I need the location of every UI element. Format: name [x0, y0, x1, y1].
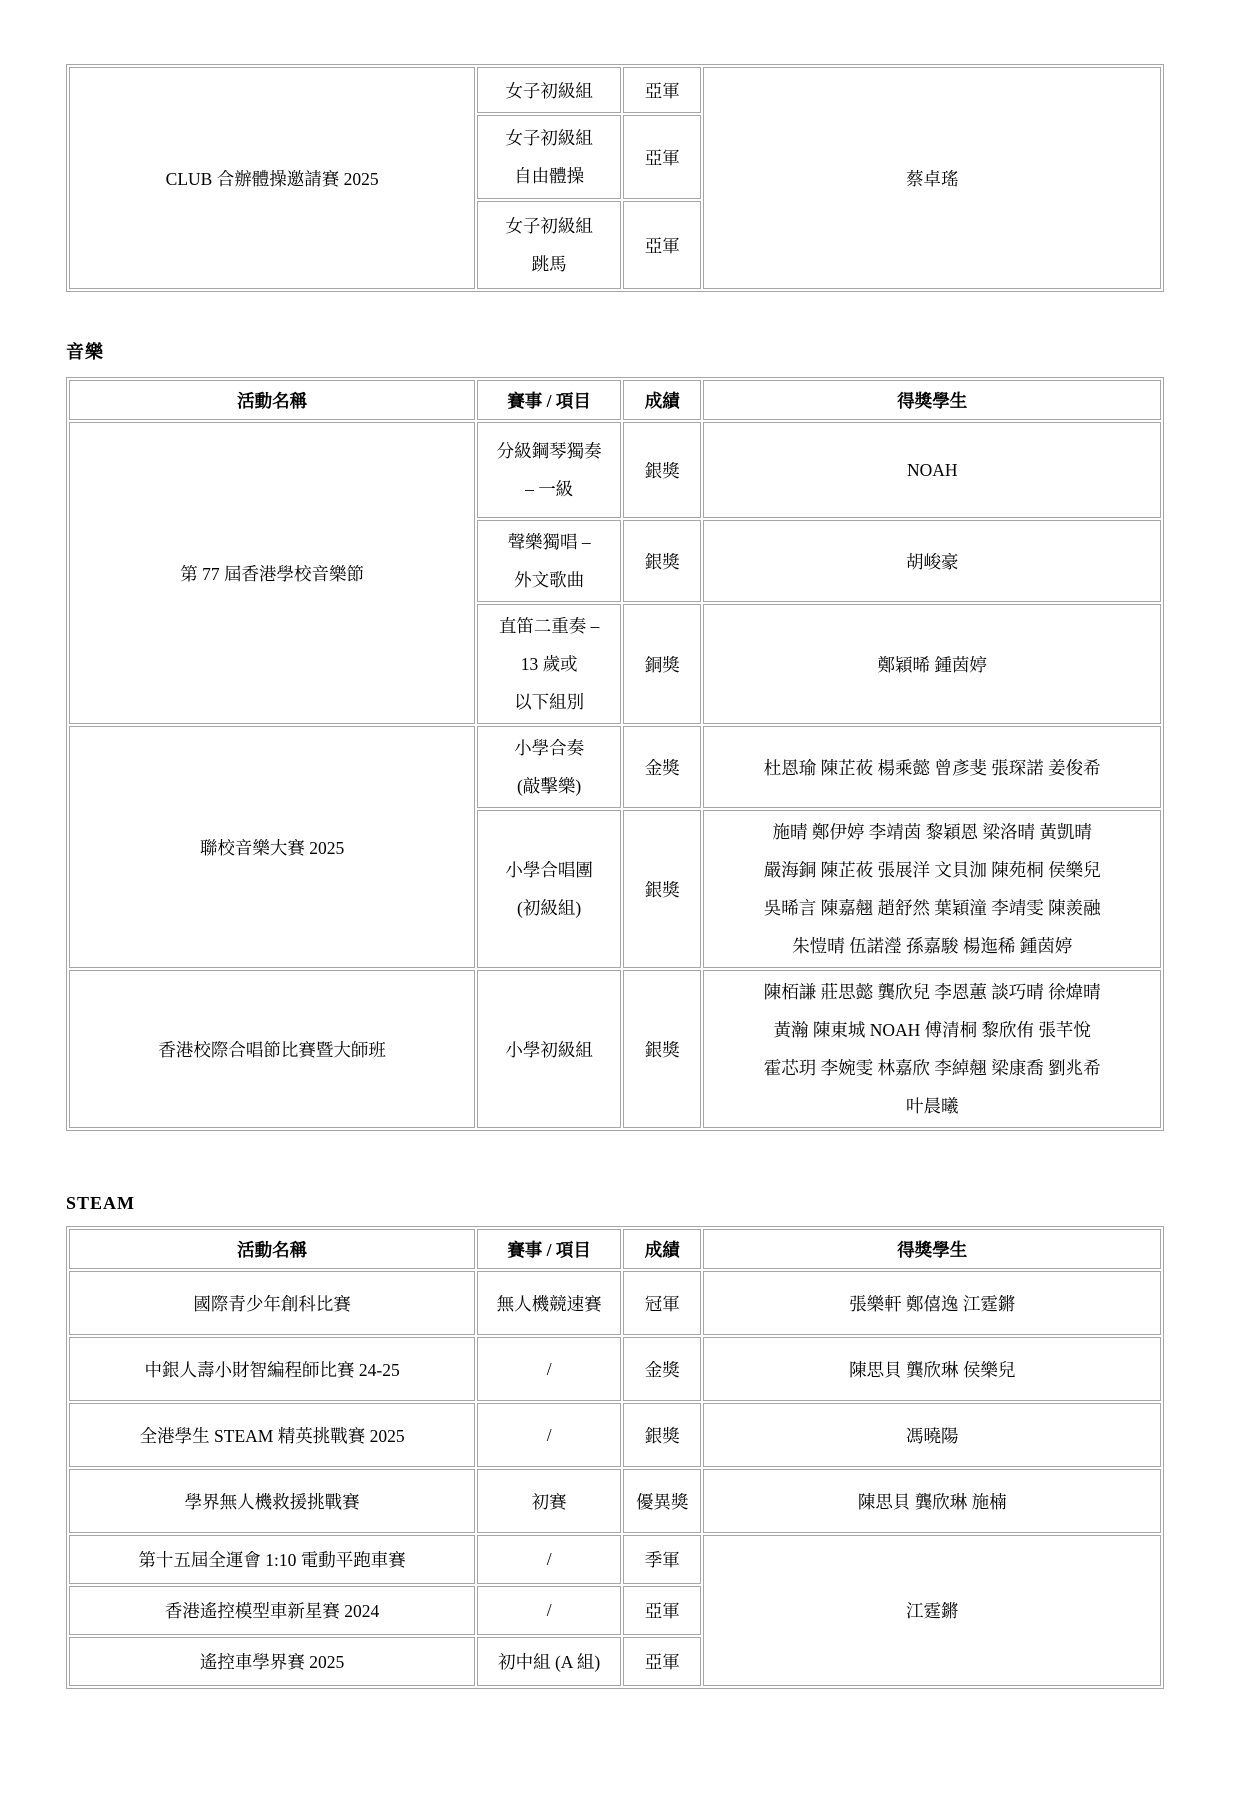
table-row [69, 1535, 1161, 1584]
result-cell: 季軍 [623, 1535, 701, 1584]
table-row [69, 726, 1161, 808]
event-cell: / [477, 1586, 621, 1635]
students-line: 嚴海銅 陳芷莜 張展洋 文貝泇 陳苑桐 侯樂兒 [763, 860, 1101, 880]
event-line: (敲擊樂) [517, 776, 582, 796]
students-cell: 陳思貝 龔欣琳 施楠 [703, 1469, 1161, 1533]
event-line: 小學合唱團 [505, 860, 593, 880]
event-cell [477, 726, 621, 808]
result-cell: 亞軍 [623, 67, 701, 113]
header-students: 得獎學生 [703, 380, 1161, 420]
event-cell: / [477, 1535, 621, 1584]
activity-cell: CLUB 合辦體操邀請賽 2025 [69, 67, 475, 289]
section-heading-steam: STEAM [66, 1193, 136, 1213]
students-cell: 蔡卓瑤 [703, 67, 1161, 289]
header-event: 賽事 / 項目 [477, 380, 621, 420]
header-activity: 活動名稱 [69, 1229, 475, 1269]
result-cell: 亞軍 [623, 201, 701, 289]
event-cell: 女子初級組 [477, 67, 621, 113]
students-line: 黃瀚 陳東城 NOAH 傅清桐 黎欣侑 張芊悅 [773, 1020, 1091, 1040]
activity-cell: 遙控車學界賽 2025 [69, 1637, 475, 1686]
event-cell [477, 201, 621, 289]
table-row [69, 422, 1161, 518]
event-cell [477, 115, 621, 199]
students-cell: 江霆鏘 [703, 1535, 1161, 1686]
event-line: 跳馬 [531, 254, 567, 274]
result-cell: 亞軍 [623, 1637, 701, 1686]
students-cell: 張樂軒 鄭僖逸 江霆鏘 [703, 1271, 1161, 1335]
event-line: 直笛二重奏 – [498, 616, 600, 636]
section-heading-music: 音樂 [66, 342, 104, 362]
event-line: 小學合奏 [514, 738, 585, 758]
event-cell [477, 810, 621, 968]
students-cell: 鄭穎晞 鍾茵婷 [703, 604, 1161, 724]
activity-cell: 香港校際合唱節比賽暨大師班 [69, 970, 475, 1128]
students-line: 施晴 鄭伊婷 李靖茵 黎穎恩 梁洛晴 黃凱晴 [772, 822, 1092, 842]
table-row [69, 970, 1161, 1128]
result-cell: 銀獎 [623, 1403, 701, 1467]
header-result: 成績 [623, 1229, 701, 1269]
table-row [69, 1403, 1161, 1467]
event-line: 自由體操 [514, 166, 585, 186]
event-line: 聲樂獨唱 – [507, 532, 591, 552]
activity-cell: 聯校音樂大賽 2025 [69, 726, 475, 968]
result-cell: 銅獎 [623, 604, 701, 724]
table-row [69, 67, 1161, 113]
activity-cell: 第十五屆全運會 1:10 電動平跑車賽 [69, 1535, 475, 1584]
music-results-table [66, 377, 1164, 1131]
students-line: 霍芯玥 李婉雯 林嘉欣 李綽翹 梁康喬 劉兆希 [763, 1058, 1101, 1078]
result-cell: 銀獎 [623, 970, 701, 1128]
header-students: 得獎學生 [703, 1229, 1161, 1269]
table-header-row [69, 1229, 1161, 1269]
event-cell [477, 422, 621, 518]
activity-cell: 全港學生 STEAM 精英挑戰賽 2025 [69, 1403, 475, 1467]
result-cell: 銀獎 [623, 810, 701, 968]
table-row [69, 1337, 1161, 1401]
table-row [69, 1469, 1161, 1533]
activity-cell: 中銀人壽小財智編程師比賽 24-25 [69, 1337, 475, 1401]
table-row [69, 1271, 1161, 1335]
result-cell: 銀獎 [623, 520, 701, 602]
result-cell: 亞軍 [623, 115, 701, 199]
event-cell: 小學初級組 [477, 970, 621, 1128]
students-line: 吳晞言 陳嘉翹 趙舒然 葉穎潼 李靖雯 陳羨融 [763, 898, 1101, 918]
students-cell: 馮曉陽 [703, 1403, 1161, 1467]
header-activity: 活動名稱 [69, 380, 475, 420]
header-event: 賽事 / 項目 [477, 1229, 621, 1269]
event-line: 女子初級組 [505, 216, 593, 236]
activity-cell: 國際青少年創科比賽 [69, 1271, 475, 1335]
gymnastics-results-table [66, 64, 1164, 292]
event-cell: 初賽 [477, 1469, 621, 1533]
result-cell: 冠軍 [623, 1271, 701, 1335]
header-result: 成績 [623, 380, 701, 420]
students-cell: 杜恩瑜 陳芷莜 楊乘懿 曾彥斐 張琛諾 姜俊希 [703, 726, 1161, 808]
result-cell: 銀獎 [623, 422, 701, 518]
event-line: (初級組) [517, 898, 582, 918]
event-line: 女子初級組 [505, 128, 593, 148]
event-line: – 一級 [525, 479, 574, 499]
steam-results-table [66, 1226, 1164, 1689]
event-cell: / [477, 1337, 621, 1401]
event-cell: 初中組 (A 組) [477, 1637, 621, 1686]
students-cell: 陳思貝 龔欣琳 侯樂兒 [703, 1337, 1161, 1401]
document-page [0, 64, 1241, 1819]
students-cell [703, 970, 1161, 1128]
students-line: 叶晨曦 [905, 1096, 959, 1116]
event-line: 以下組別 [514, 692, 585, 712]
event-cell [477, 520, 621, 602]
students-cell: NOAH [703, 422, 1161, 518]
result-cell: 金獎 [623, 726, 701, 808]
activity-cell: 第 77 屆香港學校音樂節 [69, 422, 475, 724]
students-line: 朱愷晴 伍諾瀅 孫嘉駿 楊迤稀 鍾茵婷 [792, 936, 1073, 956]
result-cell: 金獎 [623, 1337, 701, 1401]
event-cell [477, 604, 621, 724]
event-cell: 無人機競速賽 [477, 1271, 621, 1335]
students-cell [703, 810, 1161, 968]
activity-cell: 學界無人機救援挑戰賽 [69, 1469, 475, 1533]
event-cell: / [477, 1403, 621, 1467]
event-line: 分級鋼琴獨奏 [496, 441, 602, 461]
result-cell: 優異獎 [623, 1469, 701, 1533]
event-line: 13 歲或 [520, 654, 578, 674]
students-line: 陳栢謙 莊思懿 龔欣兒 李恩蕙 談巧晴 徐煒晴 [763, 982, 1101, 1002]
event-line: 外文歌曲 [514, 570, 585, 590]
activity-cell: 香港遙控模型車新星賽 2024 [69, 1586, 475, 1635]
table-header-row [69, 380, 1161, 420]
students-cell: 胡峻豪 [703, 520, 1161, 602]
result-cell: 亞軍 [623, 1586, 701, 1635]
